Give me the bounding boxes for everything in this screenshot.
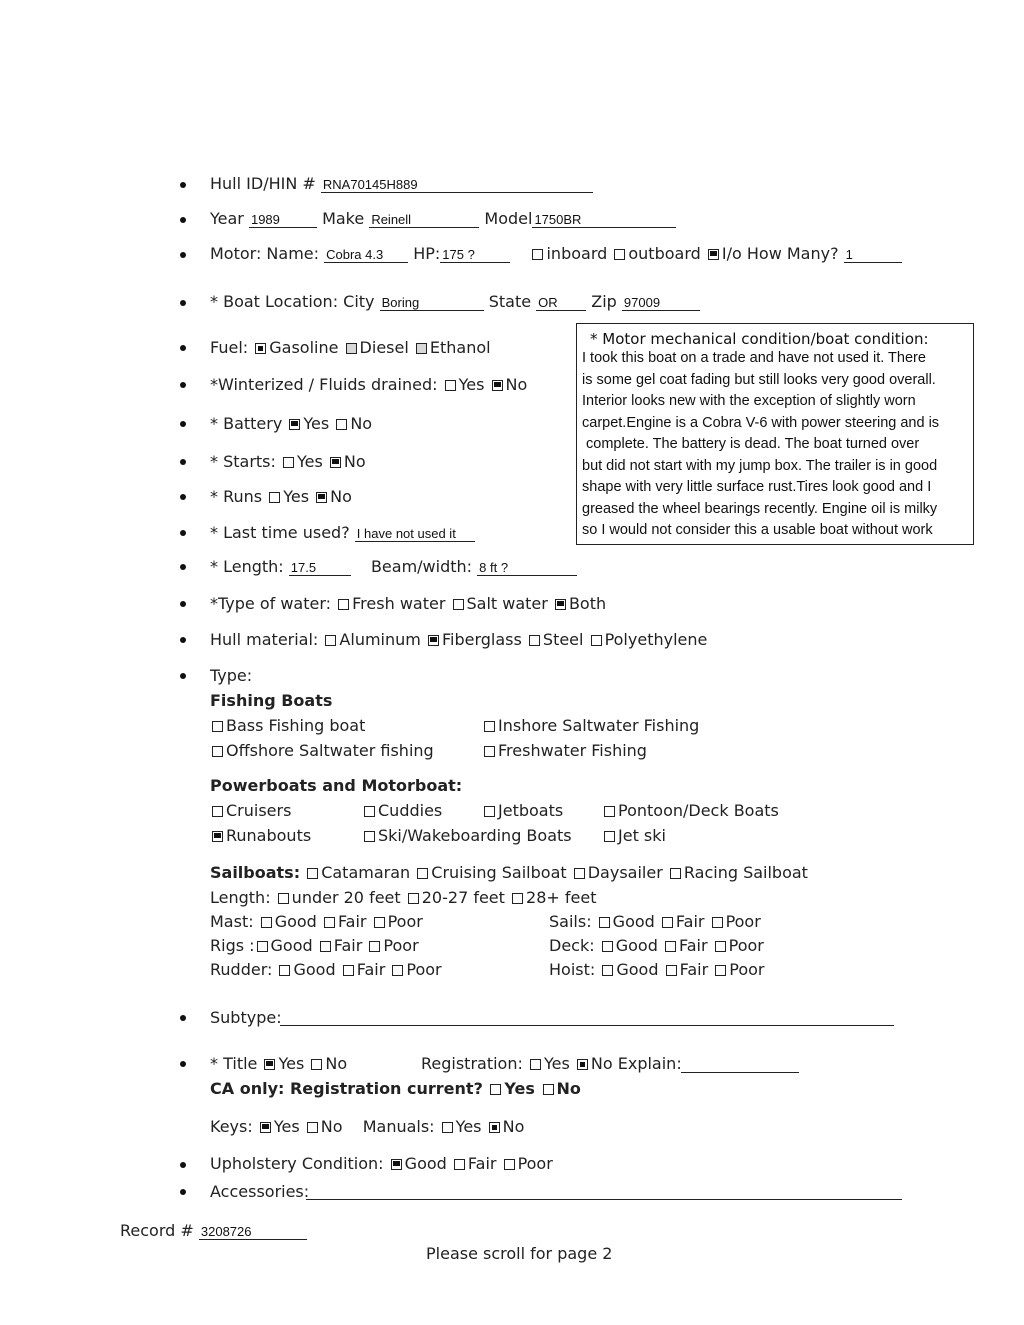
cuddies-option [362, 801, 442, 821]
offshore-option [210, 741, 434, 761]
jetboats-checkbox[interactable] [484, 806, 495, 817]
ski-checkbox[interactable] [364, 831, 375, 842]
bullet [180, 494, 186, 500]
20to27-label: 20-27 feet [421, 888, 505, 907]
beam-field[interactable]: 8 ft ? [477, 561, 577, 576]
notes-line: I took this boat on a trade and have not used it. There [582, 350, 926, 366]
diesel-label: Diesel [359, 338, 409, 357]
fair-label: Fair [675, 912, 705, 931]
fair-label: Fair [333, 936, 363, 955]
ethanol-label: Ethanol [429, 338, 491, 357]
last-used-row [210, 523, 475, 543]
hull-material-row [210, 630, 707, 650]
fair-label: Fair [678, 936, 708, 955]
battery-no-checkbox[interactable] [336, 419, 347, 430]
hp-label: HP: [413, 244, 441, 263]
fishing-boats-heading: Fishing Boats [210, 691, 333, 710]
runs-label: * Runs [210, 487, 263, 506]
record-label: Record # [120, 1221, 194, 1240]
poor-label: Poor [725, 912, 761, 931]
title-no-label: No [325, 1054, 348, 1073]
manuals-label: Manuals: [362, 1117, 435, 1136]
upholstery-good-checkbox[interactable] [391, 1159, 402, 1170]
poor-label: Poor [387, 912, 423, 931]
keys-row [210, 1117, 524, 1137]
salt-water-label: Salt water [466, 594, 548, 613]
fair-label: Fair [337, 912, 367, 931]
fresh-water-checkbox[interactable] [338, 599, 349, 610]
state-label: State [488, 292, 532, 311]
bass-label: Bass Fishing boat [226, 716, 366, 735]
both-water-label: Both [568, 594, 607, 613]
both-water-checkbox[interactable] [555, 599, 566, 610]
rudder-row [210, 960, 442, 980]
motor-row [210, 244, 902, 264]
starts-yes-checkbox[interactable] [283, 457, 294, 468]
steel-checkbox[interactable] [529, 635, 540, 646]
bullet [180, 382, 186, 388]
deck-label: Deck: [549, 936, 595, 955]
runs-yes-label: Yes [283, 487, 310, 506]
pontoon-option [602, 801, 779, 821]
pontoon-label: Pontoon/Deck Boats [618, 801, 779, 820]
gasoline-label: Gasoline [269, 338, 339, 357]
bullet [180, 1015, 186, 1021]
notes-line: complete. The battery is dead. The boat turned over [582, 436, 920, 452]
bullet [180, 1162, 186, 1168]
registration-no-checkbox[interactable] [577, 1059, 588, 1070]
runs-row [210, 487, 352, 507]
water-label: *Type of water: [210, 594, 332, 613]
winterized-no-label: No [505, 375, 528, 394]
cruising-label: Cruising Sailboat [431, 863, 567, 882]
notes-line: shape with very little surface rust.Tires look good and I [582, 479, 932, 495]
aluminum-checkbox[interactable] [325, 635, 336, 646]
cruisers-option [210, 801, 291, 821]
cuddies-label: Cuddies [378, 801, 443, 820]
record-row [120, 1221, 307, 1241]
hoist-good-checkbox[interactable] [602, 965, 613, 976]
subtype-label: Subtype: [210, 1008, 282, 1027]
notes-line: but did not start with my jump box. The trailer is in good [582, 457, 938, 474]
winterized-label: *Winterized / Fluids drained: [210, 375, 438, 394]
inshore-checkbox[interactable] [484, 721, 495, 732]
racing-checkbox[interactable] [670, 868, 681, 879]
accessories-field[interactable] [306, 1199, 902, 1200]
upholstery-fair-label: Fair [467, 1154, 497, 1173]
sails-poor-checkbox[interactable] [712, 917, 723, 928]
bass-checkbox[interactable] [212, 721, 223, 732]
cruisers-checkbox[interactable] [212, 806, 223, 817]
good-label: Good [616, 960, 659, 979]
record-field[interactable]: 3208726 [199, 1225, 307, 1240]
year-make-model-row [210, 209, 676, 229]
rudder-fair-checkbox[interactable] [343, 965, 354, 976]
cruisers-label: Cruisers [226, 801, 292, 820]
ca-yes-checkbox[interactable] [490, 1084, 501, 1095]
20to27-checkbox[interactable] [408, 893, 419, 904]
catamaran-label: Catamaran [321, 863, 411, 882]
starts-no-label: No [343, 452, 366, 471]
make-label: Make [322, 209, 365, 228]
runabouts-option [210, 826, 311, 846]
location-row [210, 292, 700, 312]
daysailer-checkbox[interactable] [574, 868, 585, 879]
steel-label: Steel [542, 630, 584, 649]
registration-row [421, 1054, 682, 1074]
under20-checkbox[interactable] [278, 893, 289, 904]
sails-label: Sails: [549, 912, 592, 931]
bullet [180, 530, 186, 536]
bullet [180, 564, 186, 570]
make-field[interactable]: Reinell [369, 213, 479, 228]
winterized-row [210, 375, 527, 395]
last-used-field[interactable]: I have not used it [355, 527, 475, 542]
battery-yes-label: Yes [303, 414, 330, 433]
cuddies-checkbox[interactable] [364, 806, 375, 817]
fiberglass-label: Fiberglass [441, 630, 522, 649]
mast-label: Mast: [210, 912, 254, 931]
good-label: Good [615, 936, 658, 955]
keys-label: Keys: [210, 1117, 253, 1136]
ca-no-checkbox[interactable] [543, 1084, 554, 1095]
rudder-good-checkbox[interactable] [279, 965, 290, 976]
deck-poor-checkbox[interactable] [715, 941, 726, 952]
outboard-label: outboard [628, 244, 701, 263]
registration-yes-checkbox[interactable] [530, 1059, 541, 1070]
sail-length-label: Length: [210, 888, 271, 907]
runs-no-label: No [330, 487, 352, 506]
length-label: * Length: [210, 557, 284, 576]
bullet [180, 601, 186, 607]
upholstery-good-label: Good [404, 1154, 447, 1173]
runabouts-checkbox[interactable] [212, 831, 223, 842]
rigs-label: Rigs : [210, 936, 255, 955]
rigs-poor-checkbox[interactable] [369, 941, 380, 952]
sails-good-checkbox[interactable] [599, 917, 610, 928]
fair-label: Fair [679, 960, 709, 979]
type-label: Type: [210, 666, 253, 685]
bullet [180, 217, 186, 223]
title-row [210, 1054, 347, 1074]
title-no-checkbox[interactable] [311, 1059, 322, 1070]
hull-id-row [210, 174, 593, 194]
poor-label: Poor [406, 960, 442, 979]
inshore-option [482, 716, 699, 736]
title-label: * Title [210, 1054, 258, 1073]
title-yes-checkbox[interactable] [264, 1059, 275, 1070]
explain-label: Explain: [617, 1054, 682, 1073]
gasoline-checkbox[interactable] [255, 343, 266, 354]
bullet [180, 1189, 186, 1195]
diesel-checkbox[interactable] [346, 343, 357, 354]
bullet [180, 182, 186, 188]
year-label: Year [210, 209, 244, 228]
hoist-poor-checkbox[interactable] [715, 965, 726, 976]
hull-id-field[interactable]: RNA70145H889 [321, 178, 593, 193]
keys-yes-label: Yes [273, 1117, 300, 1136]
manuals-no-checkbox[interactable] [489, 1122, 500, 1133]
mast-poor-checkbox[interactable] [374, 917, 385, 928]
poor-label: Poor [383, 936, 419, 955]
notes-line: carpet.Engine is a Cobra V-6 with power steering and is [582, 414, 940, 431]
deck-fair-checkbox[interactable] [665, 941, 676, 952]
starts-row [210, 452, 366, 472]
model-field[interactable]: 1750BR [532, 213, 676, 228]
salt-water-checkbox[interactable] [453, 599, 464, 610]
rudder-label: Rudder: [210, 960, 273, 979]
starts-yes-label: Yes [297, 452, 323, 471]
winterized-no-checkbox[interactable] [492, 380, 503, 391]
zip-field[interactable]: 97009 [622, 296, 700, 311]
powerboats-heading: Powerboats and Motorboat: [210, 776, 463, 795]
rigs-fair-checkbox[interactable] [320, 941, 331, 952]
polyethylene-checkbox[interactable] [591, 635, 602, 646]
motor-name-label: Motor: Name: [210, 244, 320, 263]
motor-name-field[interactable]: Cobra 4.3 [324, 248, 408, 263]
manuals-yes-label: Yes [455, 1117, 482, 1136]
model-label: Model [484, 209, 533, 228]
upholstery-poor-label: Poor [517, 1154, 553, 1173]
cruising-checkbox[interactable] [417, 868, 428, 879]
condition-notes-box[interactable] [576, 323, 974, 545]
mast-good-checkbox[interactable] [261, 917, 272, 928]
upholstery-poor-checkbox[interactable] [504, 1159, 515, 1170]
poor-label: Poor [729, 960, 765, 979]
aluminum-label: Aluminum [339, 630, 421, 649]
bass-option [210, 716, 365, 736]
winterized-yes-label: Yes [458, 375, 485, 394]
registration-no-label: No [590, 1054, 613, 1073]
outboard-checkbox[interactable] [614, 249, 625, 260]
notes-line: is some gel coat fading but still looks very good overall. [582, 371, 936, 388]
keys-no-checkbox[interactable] [307, 1122, 318, 1133]
good-label: Good [293, 960, 336, 979]
jetboats-option [482, 801, 563, 821]
jetski-checkbox[interactable] [604, 831, 615, 842]
bullet [180, 1061, 186, 1067]
ca-registration-label: CA only: Registration current? [210, 1079, 483, 1098]
polyethylene-label: Polyethylene [604, 630, 708, 649]
offshore-checkbox[interactable] [212, 746, 223, 757]
registration-yes-label: Yes [543, 1054, 570, 1073]
runabouts-label: Runabouts [226, 826, 312, 845]
good-label: Good [270, 936, 313, 955]
explain-field[interactable] [681, 1072, 799, 1073]
catamaran-checkbox[interactable] [307, 868, 318, 879]
registration-label: Registration: [421, 1054, 523, 1073]
manuals-yes-checkbox[interactable] [442, 1122, 453, 1133]
bullet [180, 673, 186, 679]
28plus-checkbox[interactable] [512, 893, 523, 904]
state-field[interactable]: OR [536, 296, 586, 311]
freshwater-checkbox[interactable] [484, 746, 495, 757]
bullet [180, 345, 186, 351]
racing-label: Racing Sailboat [683, 863, 808, 882]
daysailer-label: Daysailer [587, 863, 663, 882]
notes-line: Interior looks new with the exception of slightly worn [582, 393, 916, 409]
under20-label: under 20 feet [291, 888, 401, 907]
length-row [210, 557, 577, 577]
good-label: Good [274, 912, 317, 931]
beam-label: Beam/width: [370, 557, 473, 576]
hull-material-label: Hull material: [210, 630, 319, 649]
sail-length-row [210, 888, 596, 908]
bullet [180, 459, 186, 465]
deck-good-checkbox[interactable] [602, 941, 613, 952]
hoist-label: Hoist: [549, 960, 596, 979]
io-checkbox[interactable] [708, 249, 719, 260]
inshore-label: Inshore Saltwater Fishing [498, 716, 700, 735]
fair-label: Fair [356, 960, 386, 979]
ski-option [362, 826, 572, 846]
jetboats-label: Jetboats [498, 801, 564, 820]
bullet [180, 252, 186, 258]
hp-field[interactable]: 175 ? [440, 248, 510, 263]
ski-label: Ski/Wakeboarding Boats [378, 826, 572, 845]
winterized-yes-checkbox[interactable] [445, 380, 456, 391]
water-row [210, 594, 606, 614]
city-label: * Boat Location: City [210, 292, 375, 311]
upholstery-row [210, 1154, 553, 1174]
ca-yes-label: Yes [504, 1079, 535, 1098]
io-label: I/o [721, 244, 742, 263]
scroll-note: Please scroll for page 2 [426, 1244, 613, 1263]
jetski-label: Jet ski [618, 826, 666, 845]
notes-heading: * Motor mechanical condition/boat condition: [590, 330, 929, 348]
sailboats-heading: Sailboats: [210, 863, 301, 882]
battery-row [210, 414, 372, 434]
mast-row [210, 912, 423, 932]
last-used-label: * Last time used? [210, 523, 350, 542]
upholstery-fair-checkbox[interactable] [454, 1159, 465, 1170]
fuel-label: Fuel: [210, 338, 249, 357]
rigs-row [210, 936, 419, 956]
hoist-row [549, 960, 764, 980]
deck-row [549, 936, 764, 956]
notes-line: so I would not consider this a usable boat without work [582, 522, 933, 538]
mast-fair-checkbox[interactable] [324, 917, 335, 928]
rigs-good-checkbox[interactable] [257, 941, 268, 952]
fresh-water-label: Fresh water [352, 594, 446, 613]
sails-row [549, 912, 761, 932]
offshore-label: Offshore Saltwater fishing [226, 741, 434, 760]
fuel-row [210, 338, 491, 358]
subtype-field[interactable] [280, 1025, 894, 1026]
keys-no-label: No [320, 1117, 343, 1136]
accessories-label: Accessories: [210, 1182, 310, 1201]
runs-yes-checkbox[interactable] [269, 492, 280, 503]
ethanol-checkbox[interactable] [416, 343, 427, 354]
starts-label: * Starts: [210, 452, 276, 471]
28plus-label: 28+ feet [526, 888, 597, 907]
upholstery-label: Upholstery Condition: [210, 1154, 384, 1173]
sailboats-row [210, 863, 808, 883]
how-many-field[interactable]: 1 [844, 248, 902, 263]
inboard-checkbox[interactable] [532, 249, 543, 260]
rudder-poor-checkbox[interactable] [392, 965, 403, 976]
pontoon-checkbox[interactable] [604, 806, 615, 817]
ca-registration-row [210, 1079, 581, 1099]
bullet [180, 421, 186, 427]
length-field[interactable]: 17.5 [289, 561, 351, 576]
keys-yes-checkbox[interactable] [260, 1122, 271, 1133]
battery-yes-checkbox[interactable] [289, 419, 300, 430]
battery-label: * Battery [210, 414, 283, 433]
good-label: Good [612, 912, 655, 931]
sails-fair-checkbox[interactable] [662, 917, 673, 928]
notes-line: greased the wheel bearings recently. Engine oil is milky [582, 500, 938, 517]
bullet [180, 637, 186, 643]
jetski-option [602, 826, 666, 846]
inboard-label: inboard [546, 244, 608, 263]
starts-no-checkbox[interactable] [330, 457, 341, 468]
battery-no-label: No [350, 414, 373, 433]
hull-id-label: Hull ID/HIN # [210, 174, 316, 193]
city-field[interactable]: Boring [380, 296, 484, 311]
manuals-no-label: No [502, 1117, 525, 1136]
year-field[interactable]: 1989 [249, 213, 317, 228]
fiberglass-checkbox[interactable] [428, 635, 439, 646]
hoist-fair-checkbox[interactable] [666, 965, 677, 976]
title-yes-label: Yes [278, 1054, 305, 1073]
poor-label: Poor [728, 936, 764, 955]
freshwater-option [482, 741, 647, 761]
runs-no-checkbox[interactable] [316, 492, 327, 503]
how-many-label: How Many? [746, 244, 839, 263]
freshwater-label: Freshwater Fishing [498, 741, 647, 760]
zip-label: Zip [591, 292, 617, 311]
bullet [180, 300, 186, 306]
ca-no-label: No [556, 1079, 581, 1098]
